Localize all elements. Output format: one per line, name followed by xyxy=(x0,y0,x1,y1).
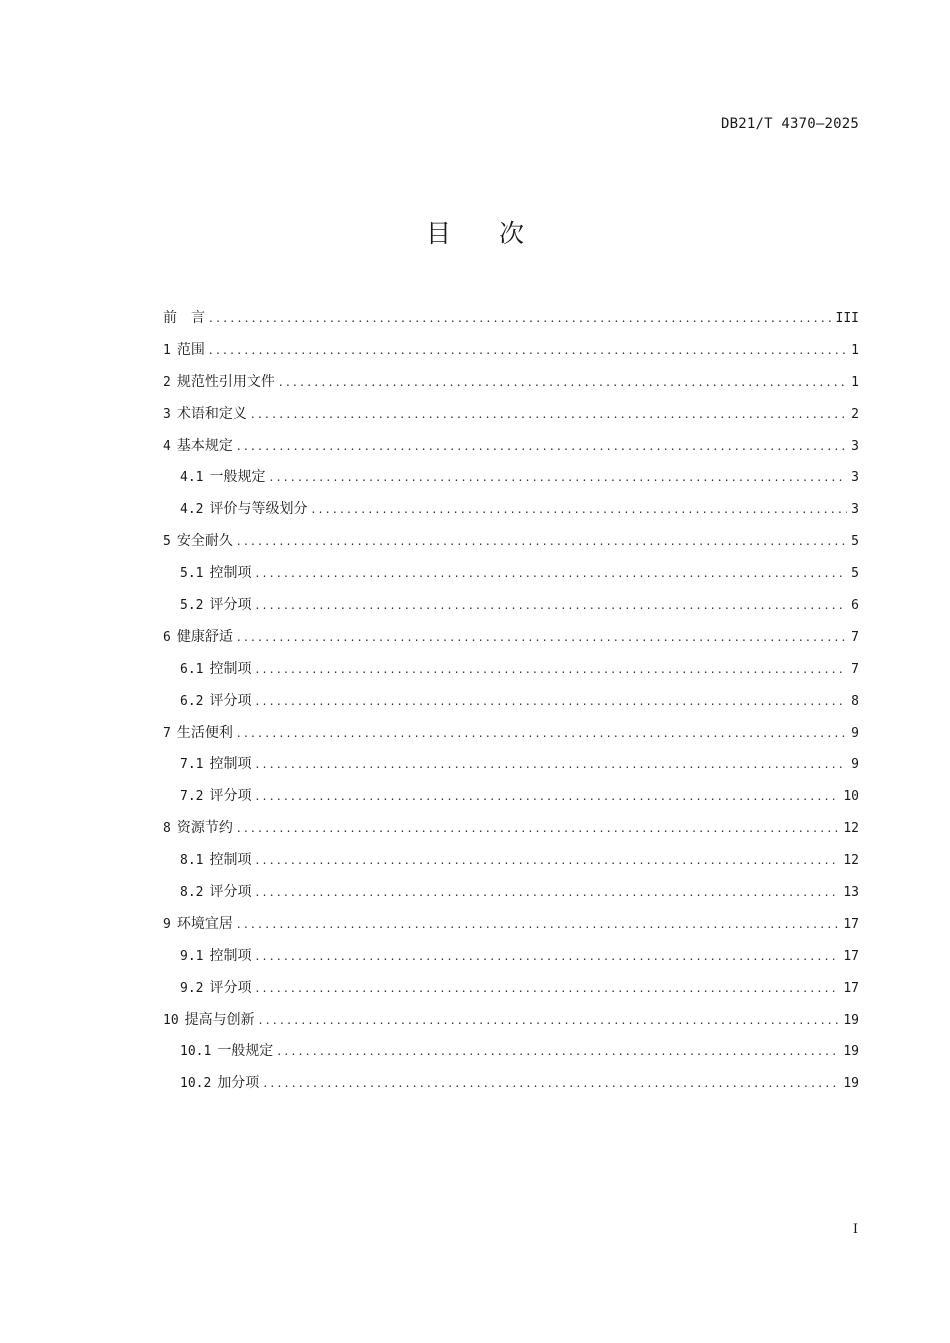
toc-leader-dots xyxy=(237,821,840,835)
toc-entry-label xyxy=(163,403,251,423)
toc-entry[interactable] xyxy=(163,1040,859,1072)
toc-leader-dots xyxy=(255,757,847,771)
toc-entry-number: 8.2 xyxy=(180,885,204,901)
toc-leader-dots xyxy=(255,694,847,708)
toc-leader-dots xyxy=(263,1076,839,1090)
toc-entry-text: 控制项 xyxy=(209,756,252,773)
toc-leader-dots xyxy=(255,662,847,676)
toc-entry-text: 一般规定 xyxy=(209,469,266,486)
toc-entry-page: 6 xyxy=(851,598,859,614)
toc-entry-number: 7.1 xyxy=(180,757,204,773)
toc-entry-number: 6 xyxy=(163,629,171,645)
toc-entry-page: 7 xyxy=(851,629,859,645)
toc-entry-number: 5.2 xyxy=(180,598,204,614)
toc-entry-text: 加分项 xyxy=(217,1075,260,1092)
toc-entry-text: 控制项 xyxy=(209,660,252,677)
toc-entry-text: 评分项 xyxy=(209,788,252,805)
page-number: I xyxy=(852,1222,858,1237)
toc-entry[interactable] xyxy=(163,498,859,530)
toc-entry-number: 10 xyxy=(163,1012,179,1028)
toc-entry-page: 3 xyxy=(851,470,859,486)
toc-entry-number: 4 xyxy=(163,438,171,454)
toc-entry-text: 评分项 xyxy=(209,884,252,901)
toc-entry-number: 5 xyxy=(163,534,171,550)
toc-entry-page: 2 xyxy=(851,406,859,422)
toc-leader-dots xyxy=(237,917,840,931)
toc-entry-label xyxy=(163,817,237,837)
toc-entry-text: 评分项 xyxy=(209,597,252,614)
toc-entry[interactable] xyxy=(163,594,859,626)
toc-entry-label xyxy=(163,307,209,327)
toc-entry-text: 资源节约 xyxy=(176,820,233,837)
toc-entry[interactable] xyxy=(163,307,859,339)
toc-entry-label xyxy=(180,1072,263,1092)
toc-entry-page: 8 xyxy=(851,693,859,709)
toc-entry-page: 5 xyxy=(851,534,859,550)
toc-entry-page: III xyxy=(835,311,859,326)
toc-leader-dots xyxy=(209,343,847,357)
toc-entry-text: 评分项 xyxy=(209,979,252,996)
toc-entry[interactable] xyxy=(163,977,859,1009)
toc-entry-page: 1 xyxy=(851,342,859,358)
toc-entry-page: 10 xyxy=(843,789,859,805)
toc-entry-page: 1 xyxy=(851,374,859,390)
toc-entry-label xyxy=(163,913,237,933)
toc-entry-label xyxy=(180,594,255,614)
toc-entry-text: 控制项 xyxy=(209,947,252,964)
toc-entry-text: 控制项 xyxy=(209,852,252,869)
toc-entry-page: 9 xyxy=(851,757,859,773)
toc-entry[interactable] xyxy=(163,371,859,403)
toc-entry-label xyxy=(180,849,255,869)
toc-entry-page: 19 xyxy=(843,1012,859,1028)
toc-entry-text: 规范性引用文件 xyxy=(176,373,275,390)
toc-leader-dots xyxy=(255,566,847,580)
toc-leader-dots xyxy=(279,375,847,389)
toc-entry-text: 评分项 xyxy=(209,692,252,709)
toc-entry-number: 7.2 xyxy=(180,789,204,805)
toc-entry-number: 5.1 xyxy=(180,566,204,582)
toc-leader-dots xyxy=(237,630,847,644)
toc-entry-label xyxy=(163,435,237,455)
toc-leader-dots xyxy=(259,1013,840,1027)
page-title: 目 次 xyxy=(426,219,544,248)
toc-leader-dots xyxy=(255,981,839,995)
toc-leader-dots xyxy=(269,470,847,484)
toc-entry-number: 6.2 xyxy=(180,693,204,709)
toc-entry-page: 13 xyxy=(843,885,859,901)
toc-entry-page: 19 xyxy=(843,1044,859,1060)
toc-entry[interactable] xyxy=(163,1072,859,1104)
toc-entry-number: 10.2 xyxy=(180,1076,212,1092)
toc-entry-page: 19 xyxy=(843,1076,859,1092)
toc-entry-number: 8 xyxy=(163,821,171,837)
toc-entry-label xyxy=(163,722,237,742)
toc-entry[interactable] xyxy=(163,690,859,722)
toc-entry[interactable] xyxy=(163,435,859,467)
toc-entry-label xyxy=(180,466,269,486)
toc-entry-number: 7 xyxy=(163,725,171,741)
toc-entry[interactable] xyxy=(163,1009,859,1041)
toc-leader-dots xyxy=(237,726,847,740)
toc-entry[interactable] xyxy=(163,881,859,913)
toc-entry-label xyxy=(180,881,255,901)
toc-entry-page: 3 xyxy=(851,438,859,454)
toc-entry-text: 术语和定义 xyxy=(176,405,247,422)
toc-leader-dots xyxy=(209,311,832,325)
toc-entry-text: 安全耐久 xyxy=(176,533,233,550)
toc-leader-dots xyxy=(255,853,839,867)
toc-leader-dots xyxy=(255,949,839,963)
toc-entry-number: 9 xyxy=(163,916,171,932)
toc-entry-text: 一般规定 xyxy=(217,1043,274,1060)
toc-leader-dots xyxy=(277,1044,839,1058)
toc-leader-dots xyxy=(237,439,847,453)
toc-entry-text: 范围 xyxy=(176,341,205,358)
toc-entry[interactable] xyxy=(163,562,859,594)
toc-entry[interactable] xyxy=(163,339,859,371)
toc-entry[interactable] xyxy=(163,403,859,435)
toc-entry[interactable] xyxy=(163,530,859,562)
toc-entry-number: 4.1 xyxy=(180,470,204,486)
toc-entry[interactable] xyxy=(163,849,859,881)
toc-entry-page: 17 xyxy=(843,916,859,932)
toc-entry-page: 17 xyxy=(843,980,859,996)
toc-entry-number: 2 xyxy=(163,374,171,390)
toc-entry-page: 17 xyxy=(843,948,859,964)
toc-entry-number: 10.1 xyxy=(180,1044,212,1060)
toc-entry-label xyxy=(163,626,237,646)
toc-leader-dots xyxy=(237,534,847,548)
toc-entry-number: 6.1 xyxy=(180,661,204,677)
toc-entry-label xyxy=(180,498,311,518)
toc-entry-label xyxy=(163,339,209,359)
toc-entry-label xyxy=(180,785,255,805)
toc-entry[interactable] xyxy=(163,466,859,498)
toc-entry-number: 3 xyxy=(163,406,171,422)
toc-entry-text: 提高与创新 xyxy=(184,1011,255,1028)
toc-entry-label xyxy=(180,753,255,773)
toc-entry[interactable] xyxy=(163,626,859,658)
toc-entry-label xyxy=(180,658,255,678)
toc-entry-page: 12 xyxy=(843,853,859,869)
toc-leader-dots xyxy=(251,407,847,421)
toc-entry-label xyxy=(180,562,255,582)
toc-entry-text: 基本规定 xyxy=(176,437,233,454)
toc-entry-page: 9 xyxy=(851,725,859,741)
toc-leader-dots xyxy=(255,598,847,612)
toc-leader-dots xyxy=(255,789,839,803)
toc-entry-label xyxy=(180,1040,277,1060)
toc-entry-label xyxy=(180,977,255,997)
toc-entry-label xyxy=(180,945,255,965)
toc-entry-page: 7 xyxy=(851,661,859,677)
toc-entry-text: 控制项 xyxy=(209,565,252,582)
toc-entry-text: 环境宜居 xyxy=(176,915,233,932)
toc-entry-number: 4.2 xyxy=(180,502,204,518)
toc-entry-label xyxy=(163,1009,259,1029)
toc-entry-page: 12 xyxy=(843,821,859,837)
table-of-contents xyxy=(163,307,859,1104)
toc-entry-number: 9.2 xyxy=(180,980,204,996)
toc-entry-text: 健康舒适 xyxy=(176,628,233,645)
toc-entry-number: 9.1 xyxy=(180,948,204,964)
toc-entry[interactable] xyxy=(163,945,859,977)
toc-leader-dots xyxy=(255,885,839,899)
toc-entry[interactable] xyxy=(163,753,859,785)
toc-entry-number: 1 xyxy=(163,342,171,358)
toc-entry[interactable] xyxy=(163,658,859,690)
toc-leader-dots xyxy=(311,502,847,516)
document-code: DB21/T 4370—2025 xyxy=(720,116,859,132)
toc-entry-text: 前 言 xyxy=(163,310,205,326)
toc-entry-text: 生活便利 xyxy=(176,724,233,741)
toc-entry-page: 5 xyxy=(851,566,859,582)
toc-entry[interactable] xyxy=(163,722,859,754)
toc-entry-label xyxy=(163,530,237,550)
toc-entry-label xyxy=(163,371,279,391)
toc-entry-text: 评价与等级划分 xyxy=(209,501,308,518)
toc-entry-label xyxy=(180,690,255,710)
toc-entry[interactable] xyxy=(163,913,859,945)
toc-entry[interactable] xyxy=(163,785,859,817)
toc-entry-page: 3 xyxy=(851,502,859,518)
toc-entry-number: 8.1 xyxy=(180,853,204,869)
toc-entry[interactable] xyxy=(163,817,859,849)
